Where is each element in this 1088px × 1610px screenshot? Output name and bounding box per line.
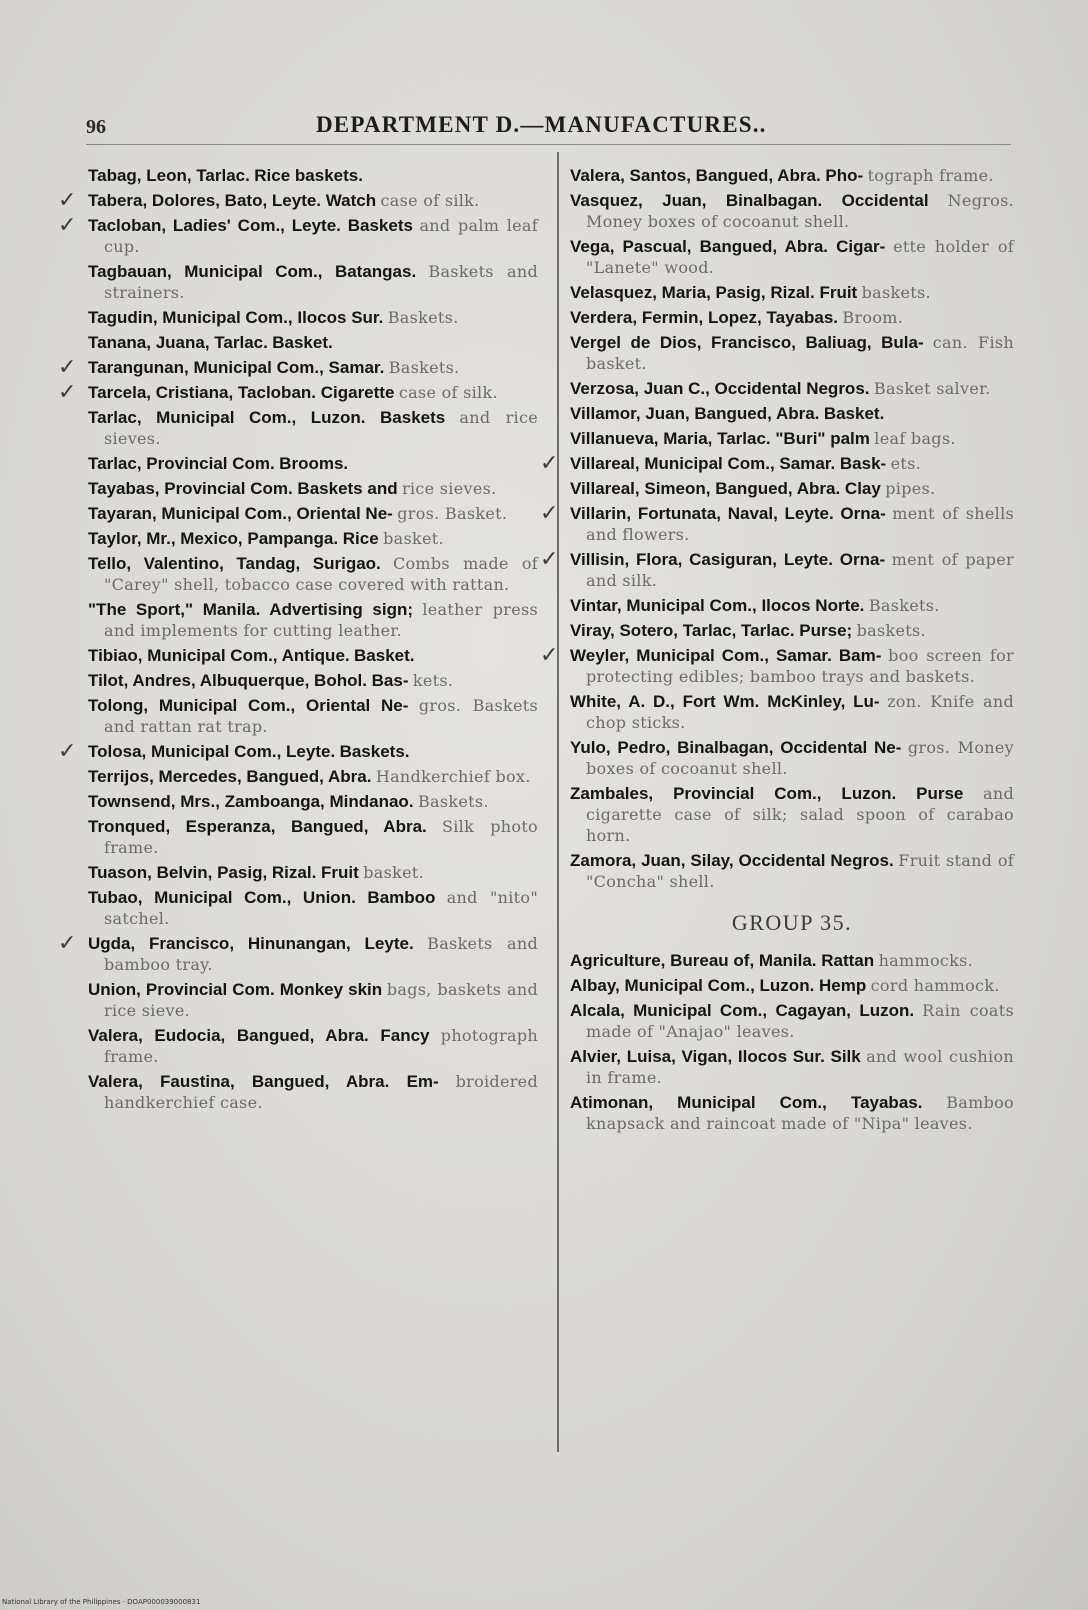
catalog-entry — [88, 862, 538, 883]
exhibitor-name: Tanana, Juana, Tarlac. — [88, 333, 268, 352]
exhibitor-name: Tuason, Belvin, Pasig, Rizal. Fruit — [88, 863, 359, 882]
exhibitor-name: Zambales, Provincial Com., Luzon. Purse — [570, 784, 964, 803]
exhibitor-name: Tarlac, Municipal Com., Luzon. Baskets — [88, 408, 446, 427]
check-mark-icon: ✓ — [58, 213, 77, 238]
catalog-entry — [58, 213, 538, 257]
catalog-entry — [570, 403, 1014, 424]
exhibit-description: Brooms. — [279, 454, 349, 473]
catalog-entry — [570, 1092, 1014, 1134]
exhibitor-name: Tabag, Leon, Tarlac. — [88, 166, 250, 185]
right-column — [540, 165, 1015, 1138]
exhibit-description: and cigarette case of silk; salad spoon of carabao horn. — [586, 784, 1015, 845]
catalog-entry — [570, 165, 1014, 186]
catalog-entry — [570, 691, 1014, 733]
catalog-entry — [540, 643, 1014, 687]
catalog-entry — [58, 931, 538, 975]
exhibit-description: Baskets. — [339, 742, 410, 761]
exhibitor-name: Tolong, Municipal Com., Oriental Ne- — [88, 696, 409, 715]
catalog-entry — [88, 307, 538, 328]
catalog-entry — [88, 165, 538, 186]
catalog-entry — [570, 190, 1014, 232]
exhibitor-name: Villareal, Simeon, Bangued, Abra. Clay — [570, 479, 881, 498]
exhibitor-name: Albay, Municipal Com., Luzon. Hemp — [570, 976, 867, 995]
catalog-entry — [88, 645, 538, 666]
catalog-entry — [570, 1000, 1014, 1042]
exhibitor-name: Tagbauan, Municipal Com., Batangas. — [88, 262, 417, 281]
exhibitor-name: Agriculture, Bureau of, Manila. Rattan — [570, 951, 875, 970]
catalog-entry — [88, 599, 538, 641]
exhibit-description: Negros. Money boxes of cocoanut shell. — [586, 191, 1015, 231]
catalog-entry — [58, 188, 538, 213]
exhibitor-name: Vasquez, Juan, Binalbagan. Occidental — [570, 191, 929, 210]
exhibit-description: Rice baskets. — [254, 166, 363, 185]
check-mark-icon: ✓ — [58, 739, 77, 764]
exhibit-description: Baskets. — [417, 792, 489, 811]
exhibitor-name: Villisin, Flora, Casiguran, Leyte. Orna- — [570, 550, 886, 569]
exhibit-description: ets. — [890, 454, 922, 473]
exhibitor-name: Tubao, Municipal Com., Union. Bamboo — [88, 888, 436, 907]
check-mark-icon: ✓ — [58, 931, 77, 956]
exhibitor-name: Viray, Sotero, Tarlac, Tarlac. Purse; — [570, 621, 853, 640]
exhibitor-name: Tarangunan, Municipal Com., Samar. — [88, 358, 385, 377]
catalog-entry — [88, 766, 538, 787]
exhibit-description: rice sieves. — [402, 479, 497, 498]
left-column — [58, 165, 538, 1117]
column-divider — [557, 152, 559, 1452]
exhibit-description: gros. Money boxes of cocoanut shell. — [586, 738, 1014, 778]
exhibitor-name: Vintar, Municipal Com., Ilocos Norte. — [570, 596, 865, 615]
check-mark-icon: ✓ — [58, 355, 77, 380]
exhibitor-name: Tronqued, Esperanza, Bangued, Abra. — [88, 817, 427, 836]
catalog-entry — [88, 670, 538, 691]
exhibitor-name: Tilot, Andres, Albuquerque, Bohol. Bas- — [88, 671, 409, 690]
catalog-entry — [570, 428, 1014, 449]
exhibit-description: zon. Knife and chop sticks. — [586, 692, 1014, 732]
exhibitor-name: Weyler, Municipal Com., Samar. Bam- — [570, 646, 882, 665]
catalog-entry — [570, 332, 1014, 374]
exhibitor-name: Atimonan, Municipal Com., Tayabas. — [570, 1093, 923, 1112]
catalog-entry — [570, 307, 1014, 328]
catalog-entry — [88, 1071, 538, 1113]
exhibitor-name: Ugda, Francisco, Hinunangan, Leyte. — [88, 934, 414, 953]
exhibit-description: Bamboo knapsack and raincoat made of "Nipa" leaves. — [586, 1093, 1014, 1133]
exhibit-description: Broom. — [842, 308, 904, 327]
check-mark-icon: ✓ — [58, 380, 77, 405]
catalog-entry — [88, 791, 538, 812]
exhibitor-name: Terrijos, Mercedes, Bangued, Abra. — [88, 767, 372, 786]
exhibit-description: Basket. — [272, 333, 333, 352]
exhibit-description: Silk photo frame. — [104, 817, 538, 857]
footer-credit: National Library of the Philippines · DOAP000039000831 — [2, 1598, 201, 1606]
check-mark-icon: ✓ — [540, 501, 559, 526]
group-heading: GROUP 35. — [731, 910, 853, 935]
exhibit-description: Basket. — [354, 646, 415, 665]
catalog-entry — [570, 282, 1014, 303]
exhibitor-name: Tolosa, Municipal Com., Leyte. — [88, 742, 336, 761]
exhibit-description: and "nito" satchel. — [104, 888, 538, 928]
catalog-entry — [540, 547, 1014, 591]
catalog-entry — [570, 1046, 1014, 1088]
exhibit-description: broidered handkerchief case. — [104, 1072, 538, 1112]
group-entries — [570, 950, 1014, 1134]
exhibitor-name: Tello, Valentino, Tandag, Surigao. — [88, 554, 381, 573]
exhibitor-name: Villarin, Fortunata, Naval, Leyte. Orna- — [570, 504, 886, 523]
exhibit-description: hammocks. — [878, 951, 974, 970]
header-rule — [86, 144, 1011, 145]
catalog-entry — [88, 528, 538, 549]
exhibitor-name: Tayabas, Provincial Com. Baskets and — [88, 479, 398, 498]
check-mark-icon: ✓ — [540, 643, 559, 668]
catalog-entry — [540, 451, 1014, 476]
exhibitor-name: Tarcela, Cristiana, Tacloban. Cigarette — [88, 383, 395, 402]
exhibitor-name: Tarlac, Provincial Com. — [88, 454, 275, 473]
exhibit-description: Handkerchief box. — [375, 767, 531, 786]
catalog-entry — [88, 979, 538, 1021]
catalog-entry — [570, 950, 1014, 971]
catalog-entry — [88, 887, 538, 929]
catalog-entry — [570, 478, 1014, 499]
exhibit-description: kets. — [412, 671, 454, 690]
exhibit-description: case of silk. — [398, 383, 498, 402]
exhibitor-name: Villamor, Juan, Bangued, Abra. — [570, 404, 820, 423]
exhibitor-name: Vega, Pascual, Bangued, Abra. Cigar- — [570, 237, 886, 256]
check-mark-icon: ✓ — [540, 451, 559, 476]
catalog-entry — [58, 355, 538, 380]
exhibitor-name: Villareal, Municipal Com., Samar. Bask- — [570, 454, 887, 473]
catalog-entry — [88, 553, 538, 595]
catalog-entry — [570, 236, 1014, 278]
exhibit-description: Fruit stand of "Concha" shell. — [586, 851, 1014, 891]
catalog-entry — [88, 261, 538, 303]
exhibit-description: Basket salver. — [873, 379, 991, 398]
exhibit-description: basket. — [363, 863, 424, 882]
exhibitor-name: Verzosa, Juan C., Occidental Negros. — [570, 379, 870, 398]
exhibit-description: tograph frame. — [867, 166, 994, 185]
exhibit-description: can. Fish basket. — [586, 333, 1014, 373]
exhibit-description: leather press and implements for cutting leather. — [104, 600, 538, 640]
exhibit-description: basket. — [383, 529, 444, 548]
catalog-entry — [88, 1025, 538, 1067]
check-mark-icon: ✓ — [540, 547, 559, 572]
exhibitor-name: Vergel de Dios, Francisco, Baliuag, Bula- — [570, 333, 924, 352]
exhibitor-name: Zamora, Juan, Silay, Occidental Negros. — [570, 851, 894, 870]
exhibitor-name: Tabera, Dolores, Bato, Leyte. Watch — [88, 191, 377, 210]
catalog-entry — [570, 595, 1014, 616]
catalog-entry — [88, 816, 538, 858]
exhibitor-name: Taylor, Mr., Mexico, Pampanga. Rice — [88, 529, 379, 548]
exhibitor-name: Tayaran, Municipal Com., Oriental Ne- — [88, 504, 393, 523]
exhibit-description: ette holder of "Lanete" wood. — [586, 237, 1014, 277]
exhibit-description: Combs made of "Carey" shell, tobacco case covered with rattan. — [104, 554, 538, 594]
catalog-entry — [88, 503, 538, 524]
right-column-entries — [540, 165, 1015, 892]
catalog-entry — [88, 453, 538, 474]
exhibitor-name: "The Sport," Manila. Advertising sign; — [88, 600, 414, 619]
exhibit-description: ment of paper and silk. — [586, 550, 1014, 590]
exhibitor-name: Valera, Santos, Bangued, Abra. Pho- — [570, 166, 864, 185]
catalog-entry — [540, 501, 1015, 545]
catalog-entry — [88, 407, 538, 449]
catalog-entry — [88, 332, 538, 353]
exhibitor-name: Alvier, Luisa, Vigan, Ilocos Sur. Silk — [570, 1047, 861, 1066]
exhibit-description: case of silk. — [380, 191, 480, 210]
exhibit-description: ment of shells and flowers. — [586, 504, 1015, 544]
exhibitor-name: Union, Provincial Com. Monkey skin — [88, 980, 383, 999]
exhibitor-name: White, A. D., Fort Wm. McKinley, Lu- — [570, 692, 880, 711]
exhibit-description: pipes. — [885, 479, 936, 498]
exhibit-description: Baskets and strainers. — [104, 262, 538, 302]
exhibitor-name: Valera, Faustina, Bangued, Abra. Em- — [88, 1072, 439, 1091]
catalog-entry — [570, 620, 1014, 641]
catalog-entry — [570, 783, 1014, 846]
exhibitor-name: Verdera, Fermin, Lopez, Tayabas. — [570, 308, 839, 327]
exhibit-description: bags, baskets and rice sieve. — [104, 980, 538, 1020]
exhibitor-name: Tacloban, Ladies' Com., Leyte. Baskets — [88, 216, 413, 235]
exhibitor-name: Velasquez, Maria, Pasig, Rizal. Fruit — [570, 283, 858, 302]
catalog-entry — [570, 850, 1014, 892]
exhibit-description: baskets. — [856, 621, 926, 640]
exhibit-description: baskets. — [861, 283, 931, 302]
exhibitor-name: Townsend, Mrs., Zamboanga, Mindanao. — [88, 792, 414, 811]
catalog-entry — [570, 975, 1014, 996]
exhibit-description: Baskets and bamboo tray. — [104, 934, 538, 974]
exhibitor-name: Tibiao, Municipal Com., Antique. — [88, 646, 350, 665]
exhibit-description: Basket. — [823, 404, 885, 423]
exhibitor-name: Tagudin, Municipal Com., Ilocos Sur. — [88, 308, 384, 327]
exhibit-description: photograph frame. — [104, 1026, 538, 1066]
running-head: DEPARTMENT D.—MANUFACTURES.. — [316, 112, 767, 137]
exhibit-description: and palm leaf cup. — [104, 216, 538, 256]
exhibit-description: and wool cushion in frame. — [586, 1047, 1014, 1087]
exhibit-description: gros. Basket. — [397, 504, 508, 523]
exhibit-description: boo screen for protecting edibles; bamboo trays and baskets. — [586, 646, 1014, 686]
exhibit-description: gros. Baskets and rattan rat trap. — [104, 696, 538, 736]
exhibitor-name: Valera, Eudocia, Bangued, Abra. Fancy — [88, 1026, 430, 1045]
exhibit-description: leaf bags. — [874, 429, 956, 448]
exhibit-description: Rain coats made of "Anajao" leaves. — [586, 1001, 1014, 1041]
exhibit-description: Baskets. — [868, 596, 940, 615]
catalog-entry — [570, 378, 1014, 399]
exhibit-description: Baskets. — [387, 308, 459, 327]
exhibit-description: Baskets. — [388, 358, 460, 377]
exhibitor-name: Alcala, Municipal Com., Cagayan, Luzon. — [570, 1001, 915, 1020]
exhibitor-name: Yulo, Pedro, Binalbagan, Occidental Ne- — [570, 738, 902, 757]
check-mark-icon: ✓ — [58, 188, 77, 213]
catalog-entry — [570, 737, 1014, 779]
exhibitor-name: Villanueva, Maria, Tarlac. "Buri" palm — [570, 429, 870, 448]
catalog-entry — [88, 478, 538, 499]
exhibit-description: and rice sieves. — [104, 408, 538, 448]
page-number: 96 — [86, 116, 106, 138]
catalog-entry — [58, 739, 538, 764]
catalog-entry — [58, 380, 538, 405]
catalog-entry — [88, 695, 538, 737]
exhibit-description: cord hammock. — [870, 976, 1000, 995]
